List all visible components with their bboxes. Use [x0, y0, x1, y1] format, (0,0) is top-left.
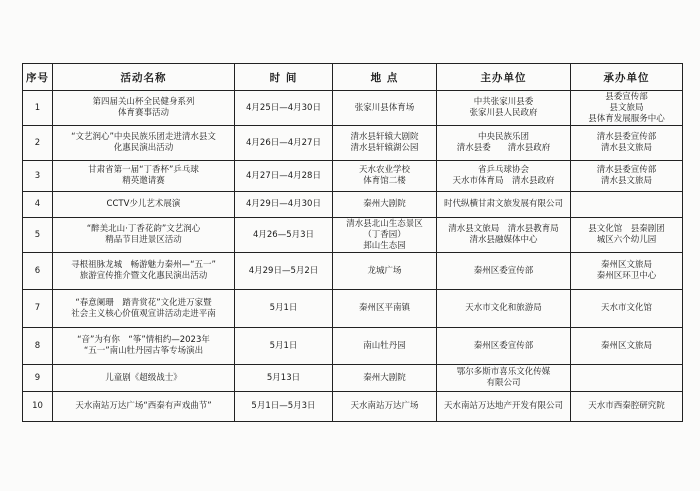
activity-schedule-table	[22, 63, 683, 422]
activity-host: 秦州区委宣传部	[437, 328, 571, 365]
activity-time: 4月26—5月3日	[235, 218, 333, 253]
table-row	[23, 126, 683, 161]
activity-host: 省乒乓球协会 天水市体育局 清水县政府	[437, 161, 571, 192]
activity-time: 4月26日—4月27日	[235, 126, 333, 161]
activity-location: 张家川县体育场	[333, 91, 437, 126]
activity-host: 天水市文化和旅游局	[437, 290, 571, 328]
activity-name: “文艺润心”中央民族乐团走进清水县文 化惠民演出活动	[53, 126, 235, 161]
table-row	[23, 218, 683, 253]
header-host: 主办单位	[437, 64, 571, 91]
activity-time: 4月29日—4月30日	[235, 192, 333, 218]
activity-name: 天水南站万达广场“西秦有声戏曲节”	[53, 392, 235, 422]
activity-organizer: 天水市文化馆	[571, 290, 683, 328]
activity-location: 清水县轩辕大剧院 清水县轩辕湖公园	[333, 126, 437, 161]
activity-organizer: 县文化馆 县秦剧团 城区六个幼儿园	[571, 218, 683, 253]
table-row	[23, 253, 683, 290]
activity-name: 第四届关山杯全民健身系列 体育赛事活动	[53, 91, 235, 126]
header-time: 时 间	[235, 64, 333, 91]
table-row	[23, 392, 683, 422]
activity-host: 清水县文旅局 清水县教育局 清水县融媒体中心	[437, 218, 571, 253]
table-row	[23, 365, 683, 392]
activity-name: “春意阑珊 踏青赏花”文化进万家暨 社会主义核心价值观宣讲活动走进平南	[53, 290, 235, 328]
header-activity-name: 活动名称	[53, 64, 235, 91]
table-row	[23, 91, 683, 126]
activity-organizer: 秦州区文旅局	[571, 328, 683, 365]
activity-name: 儿童剧《超级战士》	[53, 365, 235, 392]
activity-host: 秦州区委宣传部	[437, 253, 571, 290]
activity-name: “音”为有你 “筝”情相约—2023年 “五一”南山牡丹园古筝专场演出	[53, 328, 235, 365]
activity-time: 5月1日	[235, 328, 333, 365]
activity-location: 龙城广场	[333, 253, 437, 290]
row-index: 2	[23, 126, 53, 161]
activity-location: 天水农业学校 体育馆二楼	[333, 161, 437, 192]
row-index: 9	[23, 365, 53, 392]
row-index: 1	[23, 91, 53, 126]
header-row	[23, 64, 683, 91]
activity-host: 时代纵横甘肃文旅发展有限公司	[437, 192, 571, 218]
activity-location: 南山牡丹园	[333, 328, 437, 365]
row-index: 5	[23, 218, 53, 253]
activity-location: 秦州区平南镇	[333, 290, 437, 328]
activity-name: 甘肃省第一届“丁香杯”乒乓球 精英邀请赛	[53, 161, 235, 192]
table-row	[23, 161, 683, 192]
activity-host: 天水南站万达地产开发有限公司	[437, 392, 571, 422]
activity-organizer	[571, 365, 683, 392]
activity-host: 中央民族乐团 清水县委 清水县政府	[437, 126, 571, 161]
activity-name: 寻根祖脉龙城 畅游魅力秦州—“五一” 旅游宣传推介暨文化惠民演出活动	[53, 253, 235, 290]
table-row	[23, 328, 683, 365]
table-row	[23, 192, 683, 218]
activity-time: 4月29日—5月2日	[235, 253, 333, 290]
activity-name: CCTV少儿艺术展演	[53, 192, 235, 218]
row-index: 3	[23, 161, 53, 192]
activity-location: 清水县北山生态景区 （丁香园） 邽山生态园	[333, 218, 437, 253]
activity-organizer: 清水县委宣传部 清水县文旅局	[571, 161, 683, 192]
activity-time: 4月27日—4月28日	[235, 161, 333, 192]
header-index: 序号	[23, 64, 53, 91]
activity-organizer: 秦州区文旅局 秦州区环卫中心	[571, 253, 683, 290]
row-index: 10	[23, 392, 53, 422]
activity-location: 天水南站万达广场	[333, 392, 437, 422]
activity-host: 鄂尔多斯市喜乐文化传媒 有限公司	[437, 365, 571, 392]
activity-time: 4月25日—4月30日	[235, 91, 333, 126]
row-index: 7	[23, 290, 53, 328]
activity-host: 中共张家川县委 张家川县人民政府	[437, 91, 571, 126]
row-index: 4	[23, 192, 53, 218]
activity-time: 5月1日	[235, 290, 333, 328]
activity-location: 秦州大剧院	[333, 365, 437, 392]
table-row	[23, 290, 683, 328]
row-index: 8	[23, 328, 53, 365]
activity-time: 5月1日—5月3日	[235, 392, 333, 422]
activity-organizer: 清水县委宣传部 清水县文旅局	[571, 126, 683, 161]
activity-organizer: 县委宣传部 县文旅局 县体育发展服务中心	[571, 91, 683, 126]
header-organizer: 承办单位	[571, 64, 683, 91]
activity-name: “醉美北山·丁香花韵”文艺润心 精品节目进景区活动	[53, 218, 235, 253]
header-location: 地 点	[333, 64, 437, 91]
row-index: 6	[23, 253, 53, 290]
activity-time: 5月13日	[235, 365, 333, 392]
activity-organizer: 天水市西秦腔研究院	[571, 392, 683, 422]
activity-organizer	[571, 192, 683, 218]
activity-location: 秦州大剧院	[333, 192, 437, 218]
